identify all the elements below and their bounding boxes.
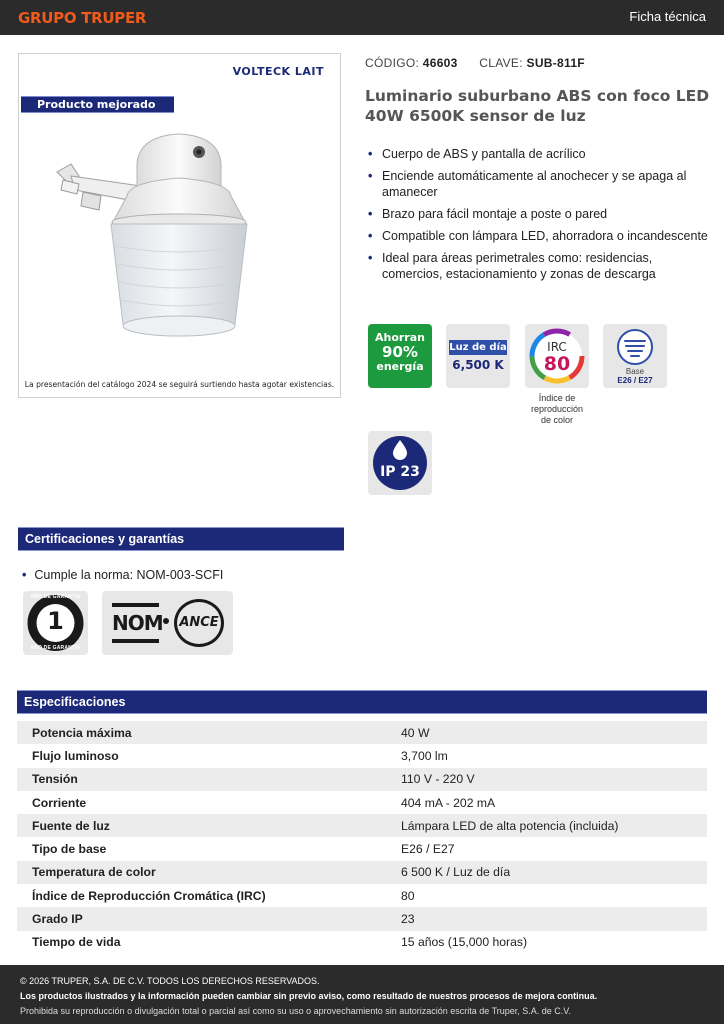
product-codes: [365, 56, 585, 70]
table-row: [17, 768, 707, 791]
ance-logo: ANCE: [174, 599, 224, 647]
table-row: [17, 837, 707, 860]
irc-caption: [512, 393, 602, 426]
spec-key: Fuente de luz: [32, 818, 110, 833]
brand-logo: GRUPO TRUPER: [18, 9, 147, 27]
clave-value: SUB-811F: [526, 56, 585, 70]
nom-ance-badge: [102, 591, 233, 655]
feature-item: • Ideal para áreas perimetrales como: residencias, comercios, estacionamiento y zonas de descarga: [365, 250, 710, 282]
spec-key: Corriente: [32, 795, 87, 810]
irc-caption-line: Índice de: [538, 393, 576, 403]
warranty-bottom-text: AÑO DE GARANTÍA: [30, 645, 81, 651]
certifications-header: Certificaciones y garantías: [18, 527, 344, 551]
feature-item: • Brazo para fácil montaje a poste o pared: [365, 206, 710, 222]
footer-copyright: © 2026 TRUPER, S.A. DE C.V. TODOS LOS DERECHOS RESERVADOS.: [20, 976, 320, 986]
base-label: Base: [625, 367, 645, 376]
nom-logo: NOM: [112, 603, 159, 643]
energy-saving-badge: [368, 324, 432, 388]
irc-badge: [525, 324, 589, 388]
feature-item: • Cuerpo de ABS y pantalla de acrílico: [365, 146, 710, 162]
daylight-badge: [446, 324, 510, 388]
table-row: [17, 884, 707, 907]
base-value: E26 / E27: [617, 376, 653, 385]
table-row: [17, 791, 707, 814]
irc-caption-line: de color: [540, 415, 574, 425]
spec-value: 23: [401, 912, 415, 927]
daylight-value: 6,500 K: [452, 358, 504, 372]
warranty-years: 1: [47, 607, 64, 635]
feature-item: • Enciende automáticamente al anochecer y se apaga al amanecer: [365, 168, 710, 200]
improved-product-banner: Producto mejorado: [21, 96, 174, 113]
irc-label: IRC: [547, 340, 567, 354]
spec-value: 80: [401, 888, 415, 903]
ip-label: IP 23: [380, 464, 420, 480]
codigo-value: 46603: [422, 56, 458, 70]
product-title: Luminario suburbano ABS con foco LED 40W 6500K sensor de luz: [365, 87, 710, 125]
spec-value: 404 mA - 202 mA: [401, 795, 496, 810]
clave-label: CLAVE:: [479, 56, 523, 70]
streetlight-lamp-image: [49, 124, 289, 354]
volteck-logo: VOLTECK LAIT: [232, 65, 324, 78]
ip-badge: [368, 431, 432, 495]
table-row: [17, 814, 707, 837]
daylight-label: Luz de día: [449, 342, 507, 353]
spec-key: Tiempo de vida: [32, 935, 121, 950]
spec-value: 3,700 lm: [401, 748, 448, 763]
footer: [0, 965, 724, 1024]
energy-line1: Ahorran: [374, 331, 425, 344]
footer-legal: Prohibida su reproducción o divulgación total o parcial así como su uso o aprovechamiento sin autorización escrita de Truper, S.A. de C.V.: [20, 1006, 571, 1016]
specs-header: Especificaciones: [17, 690, 707, 714]
feature-item: • Compatible con lámpara LED, ahorradora o incandescente: [365, 228, 710, 244]
spec-key: Temperatura de color: [32, 865, 156, 880]
top-bar: [0, 0, 724, 35]
codigo-label: CÓDIGO:: [365, 56, 420, 70]
energy-line2: 90%: [382, 343, 418, 361]
certification-item: • Cumple la norma: NOM-003-SCFI: [22, 568, 223, 582]
spec-value: 15 años (15,000 horas): [401, 935, 528, 950]
separator-dot: [163, 618, 169, 624]
table-row: [17, 744, 707, 767]
catalog-note: La presentación del catálogo 2024 se seguirá surtiendo hasta agotar existencias.: [24, 380, 335, 389]
energy-line3: energía: [376, 360, 424, 373]
table-row: [17, 931, 707, 954]
spec-value: Lámpara LED de alta potencia (incluida): [401, 818, 619, 833]
spec-value: 6 500 K / Luz de día: [401, 865, 511, 880]
spec-key: Potencia máxima: [32, 725, 132, 740]
footer-disclaimer: Los productos ilustrados y la información pueden cambiar sin previo aviso, como resultado de nuestros procesos de mejora continua.: [20, 991, 598, 1001]
spec-key: Índice de Reproducción Cromática (IRC): [32, 888, 266, 903]
spec-key: Tipo de base: [32, 842, 107, 857]
table-row: [17, 721, 707, 744]
product-image-box: [18, 53, 341, 398]
bulb-base-icon: [603, 327, 667, 367]
base-badge: [603, 324, 667, 388]
table-row: [17, 861, 707, 884]
spec-key: Tensión: [32, 772, 78, 787]
table-row: [17, 907, 707, 930]
irc-caption-line: reproducción: [530, 404, 584, 414]
specs-table: [17, 721, 707, 954]
spec-key: Flujo luminoso: [32, 748, 119, 763]
spec-value: E26 / E27: [401, 842, 455, 857]
warranty-top-text: AÑO DE GARANTÍA: [30, 594, 81, 600]
irc-value: 80: [543, 353, 571, 375]
spec-value: 110 V - 220 V: [401, 772, 475, 787]
feature-list: [365, 146, 710, 288]
spec-value: 40 W: [401, 725, 430, 740]
document-type-label: Ficha técnica: [629, 9, 706, 24]
spec-key: Grado IP: [32, 912, 83, 927]
warranty-badge: [23, 591, 88, 655]
water-drop-icon: [368, 431, 432, 495]
